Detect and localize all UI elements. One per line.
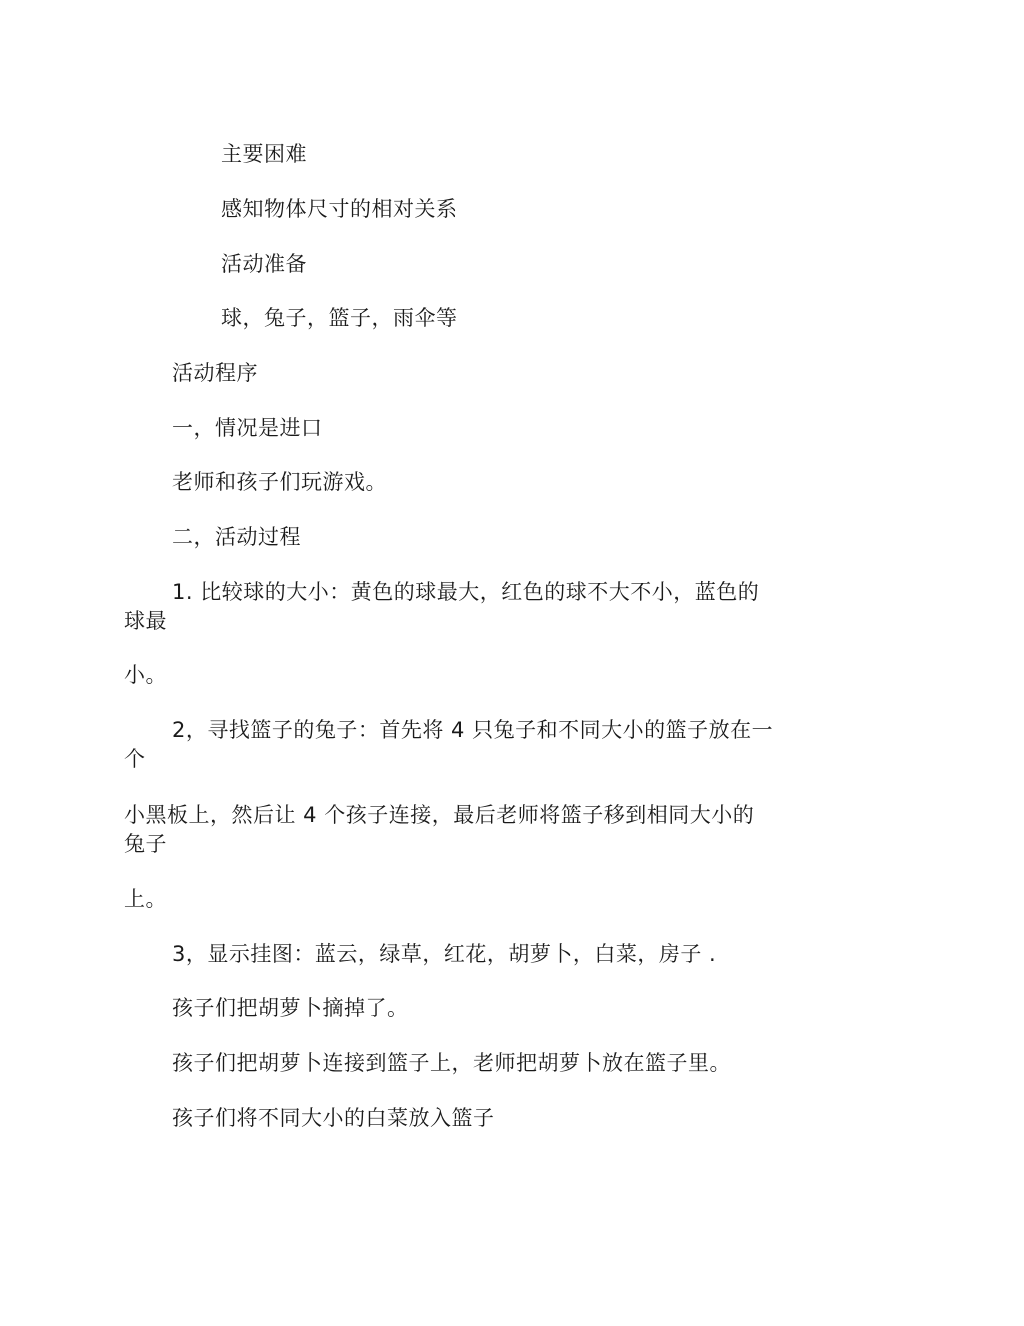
section-one-text: 老师和孩子们玩游戏。	[172, 470, 387, 494]
step-three-line-4: 孩子们将不同大小的白菜放入篮子	[172, 1106, 495, 1130]
step-three-line-2: 孩子们把胡萝卜摘掉了。	[172, 996, 409, 1020]
heading-main-difficulty: 主要困难	[221, 142, 307, 166]
preparation-text: 球，兔子，篮子，雨伞等	[221, 306, 458, 330]
step-one-line-2: 球最	[124, 609, 167, 633]
section-one-heading: 一，情况是进口	[172, 416, 323, 440]
step-two-line-4: 兔子	[124, 832, 167, 856]
step-two-line-5: 上。	[124, 887, 167, 911]
step-one-line-1: 1. 比较球的大小：黄色的球最大，红色的球不大不小，蓝色的	[172, 580, 760, 604]
step-two-line-2: 个	[124, 747, 146, 771]
section-two-heading: 二，活动过程	[172, 525, 301, 549]
step-two-line-1: 2，寻找篮子的兔子：首先将 4 只兔子和不同大小的篮子放在一	[172, 718, 774, 742]
step-one-line-3: 小。	[124, 663, 167, 687]
heading-activity-preparation: 活动准备	[221, 252, 307, 276]
step-three-line-3: 孩子们把胡萝卜连接到篮子上，老师把胡萝卜放在篮子里。	[172, 1051, 731, 1075]
step-three-line-1: 3，显示挂图：蓝云，绿草，红花，胡萝卜，白菜，房子 .	[172, 942, 717, 966]
difficulty-text: 感知物体尺寸的相对关系	[221, 197, 458, 221]
heading-activity-procedure: 活动程序	[172, 361, 258, 385]
step-two-line-3: 小黑板上，然后让 4 个孩子连接，最后老师将篮子移到相同大小的	[124, 803, 755, 827]
